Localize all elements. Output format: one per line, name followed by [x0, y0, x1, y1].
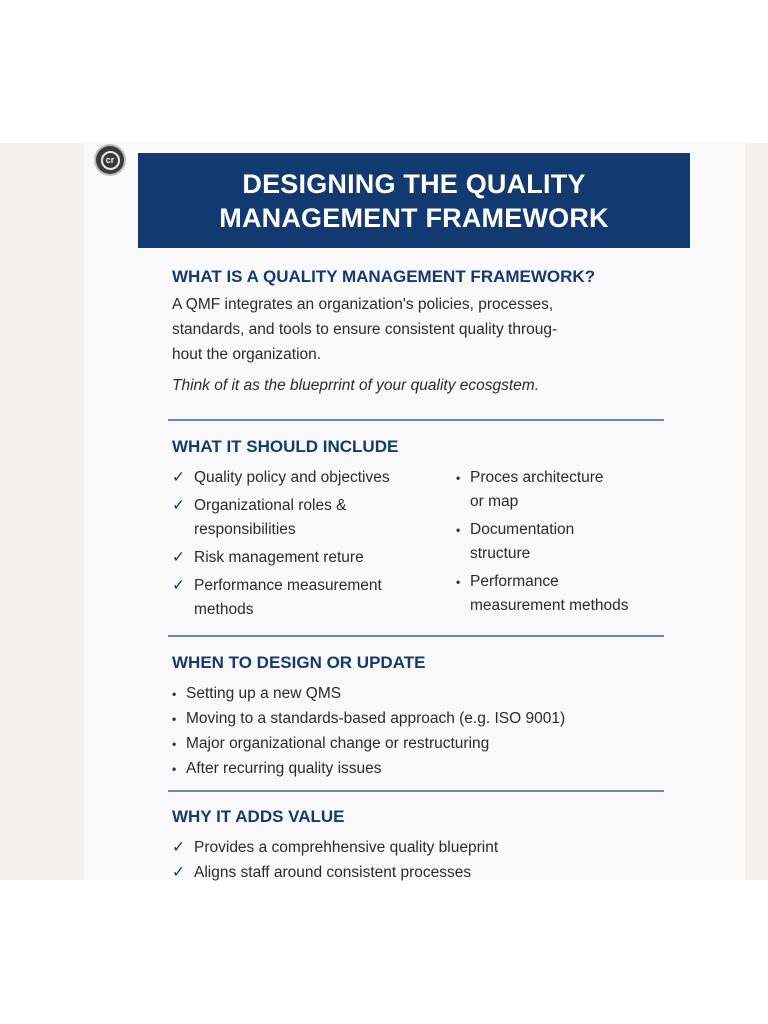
include-left-column [172, 466, 456, 626]
bullet-icon: • [456, 471, 461, 485]
definition-paragraph [172, 292, 668, 367]
blueprint-note: Think of it as the blueprrint of your quality ecosgstem. [172, 377, 540, 394]
section-title: WHAT IT SHOULD INCLUDE [172, 437, 399, 456]
when-list [172, 682, 668, 781]
bullet-icon: • [172, 712, 177, 726]
item-text: responsibilities [194, 521, 296, 538]
section-what-is [172, 266, 668, 398]
item-text: or map [470, 493, 519, 510]
item-text: Setting up a new QMS [186, 685, 342, 702]
section-title: WHEN TO DESIGN OR UPDATE [172, 653, 426, 672]
paragraph-line: A QMF integrates an organization's policies, processes, [172, 296, 554, 313]
section-divider [168, 790, 664, 792]
item-text: Quality policy and objectives [194, 469, 390, 486]
item-text: Performance measurement [194, 577, 382, 594]
item-text: Moving to a standards-based approach (e.g. ISO 9001) [186, 710, 566, 727]
check-icon: ✓ [172, 469, 185, 486]
item-text: Organizational roles & [194, 497, 347, 514]
header-title-line-2: MANAGEMENT FRAMEWORK [219, 202, 609, 233]
item-text: structure [470, 545, 531, 562]
list-item [456, 466, 668, 514]
list-item [172, 732, 668, 756]
list-item [456, 518, 668, 566]
header-title-line-1: DESIGNING THE QUALITY [242, 168, 586, 199]
check-icon: ✓ [172, 577, 185, 594]
item-text: Performance [470, 573, 559, 590]
list-item [172, 757, 668, 781]
check-icon: ✓ [172, 549, 185, 566]
paragraph-line: hout the organization. [172, 346, 322, 363]
header-banner [138, 153, 690, 248]
item-text: After recurring quality issues [186, 760, 382, 777]
bullet-icon: • [456, 523, 461, 537]
section-divider [168, 419, 664, 421]
item-text: Major organizational change or restructuring [186, 735, 490, 752]
list-item [172, 682, 668, 706]
check-icon: ✓ [172, 497, 185, 514]
paragraph-line: standards, and tools to ensure consistent quality throug- [172, 321, 558, 338]
list-item [172, 466, 456, 490]
bullet-icon: • [172, 737, 177, 751]
list-item [172, 707, 668, 731]
item-text: methods [194, 601, 254, 618]
item-text: Aligns staff around consistent processes [194, 864, 472, 881]
list-item [172, 546, 456, 570]
item-text: measurement methods [470, 597, 629, 614]
item-text: Documentation [470, 521, 575, 538]
check-icon: ✓ [172, 839, 185, 856]
item-text: Risk management reture [194, 549, 364, 566]
section-why [172, 806, 668, 886]
logo-text: cr [101, 151, 120, 170]
section-when [172, 652, 668, 782]
section-include [172, 436, 668, 626]
check-icon: ✓ [172, 864, 185, 881]
section-title: WHAT IS A QUALITY MANAGEMENT FRAMEWORK? [172, 267, 596, 286]
include-right-column [456, 466, 668, 626]
list-item [456, 570, 668, 618]
section-title: WHY IT ADDS VALUE [172, 807, 345, 826]
list-item [172, 836, 668, 860]
list-item [172, 574, 456, 622]
bullet-icon: • [456, 575, 461, 589]
item-text: Provides a comprehhensive quality blueprint [194, 839, 499, 856]
brand-logo-icon [96, 146, 124, 174]
bullet-icon: • [172, 762, 177, 776]
list-item [172, 861, 668, 885]
section-divider [168, 635, 664, 637]
item-text: Proces architecture [470, 469, 604, 486]
why-list [172, 836, 668, 885]
include-columns [172, 466, 668, 626]
list-item [172, 494, 456, 542]
bullet-icon: • [172, 687, 177, 701]
